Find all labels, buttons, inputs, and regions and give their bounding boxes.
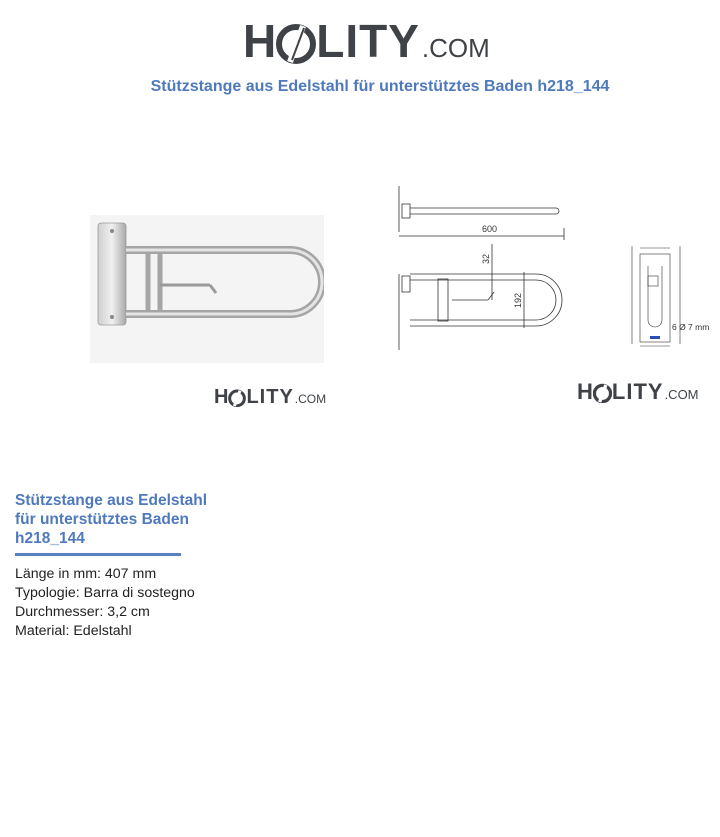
product-title <box>15 491 255 548</box>
dim-length-label: 600 <box>482 224 498 234</box>
dim-offset-label: 32 <box>481 253 491 264</box>
logo-suffix: .COM <box>294 392 327 406</box>
product-photo <box>90 215 324 363</box>
logo-suffix: .COM <box>664 387 699 402</box>
title-underline <box>15 553 181 556</box>
logo-o-icon <box>593 382 612 403</box>
logo-letter-h: H <box>243 15 277 67</box>
logo-o-icon <box>276 20 316 64</box>
spec-material: Material: Edelstahl <box>15 623 132 639</box>
holity-logo-small <box>214 387 326 407</box>
logo-o-icon <box>228 388 246 407</box>
dim-hole-label: 6 Ø 7 mm <box>672 322 710 332</box>
product-title-line: h218_144 <box>15 530 85 547</box>
logo-suffix: .COM <box>421 33 490 63</box>
product-title-line: für unterstütztes Baden <box>15 511 189 528</box>
logo-letters: LITY <box>246 386 294 408</box>
logo-letters: LITY <box>611 379 664 404</box>
spec-typology: Typologie: Barra di sostegno <box>15 585 195 601</box>
spec-length: Länge in mm: 407 mm <box>15 566 157 582</box>
spec-diameter: Durchmesser: 3,2 cm <box>15 604 150 620</box>
logo-letters: LITY <box>316 15 420 67</box>
logo-letter-h: H <box>214 386 229 408</box>
technical-drawing <box>396 184 720 354</box>
dim-height-label: 192 <box>513 292 523 308</box>
holity-logo-small <box>577 381 699 403</box>
product-specs <box>15 565 195 641</box>
holity-logo[interactable] <box>243 15 490 67</box>
dimension-drawing-icon <box>396 184 720 354</box>
product-title-line: Stützstange aus Edelstahl <box>15 492 208 509</box>
grab-bar-photo-icon <box>90 215 324 363</box>
page-title: Stützstange aus Edelstahl für unterstütztes Baden h218_144 <box>150 78 610 95</box>
logo-letter-h: H <box>577 379 593 404</box>
